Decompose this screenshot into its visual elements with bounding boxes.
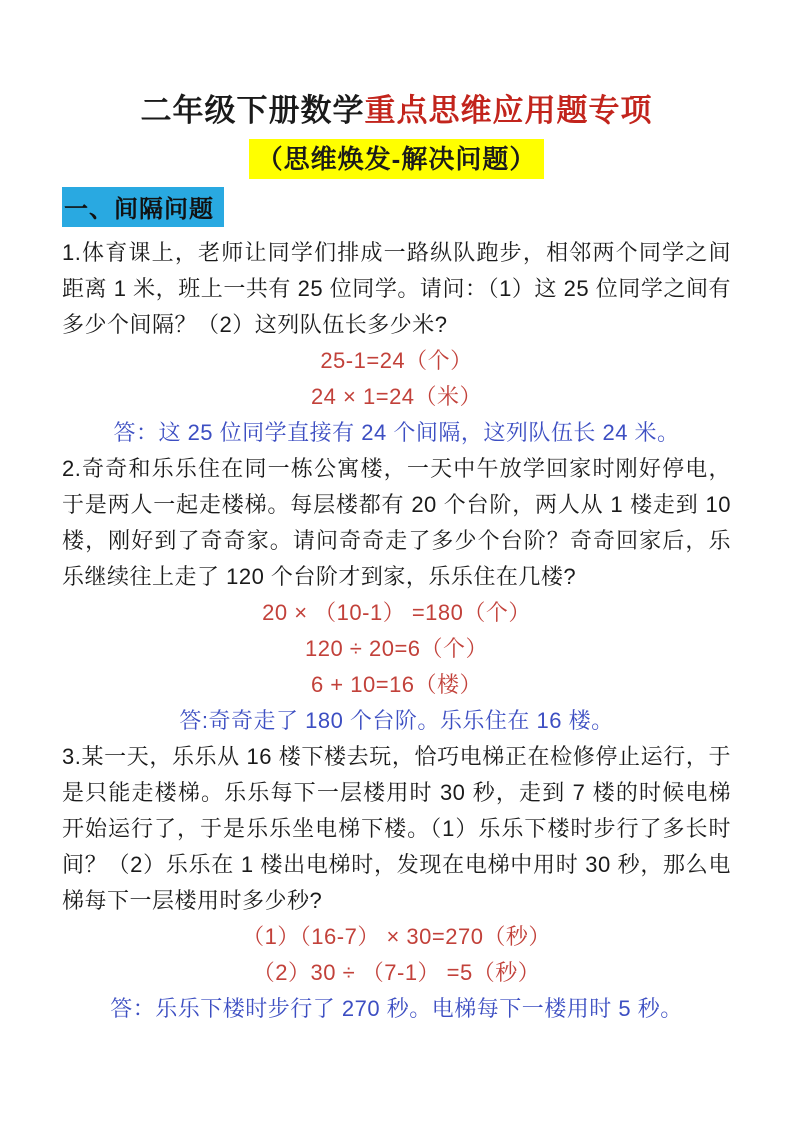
- problem-3-equation-2: （2）30 ÷ （7-1） =5（秒）: [252, 960, 541, 985]
- page-subtitle: （思维焕发-解决问题）: [249, 139, 545, 179]
- problem-2-text: 2.奇奇和乐乐住在同一栋公寓楼，一天中午放学回家时刚好停电，于是两人一起走楼梯。每层楼都有 20 个台阶，两人从 1 楼走到 10 楼，刚好到了奇奇家。请问奇奇走了多少个台阶？奇奇回家后，乐乐继续往上走了 120 个台阶才到家，乐乐住在几楼?: [62, 456, 731, 589]
- problem-1-equation-1: 25-1=24（个）: [320, 348, 473, 373]
- problem-2-equation-3: 6 + 10=16（楼）: [310, 672, 483, 697]
- problem-2-equation-2: 120 ÷ 20=6（个）: [304, 636, 489, 661]
- subtitle-row: [62, 139, 731, 183]
- page-title-red-part: 重点思维应用题专项: [364, 93, 653, 128]
- problem-3-answer: 答：乐乐下楼时步行了 270 秒。电梯每下一楼用时 5 秒。: [110, 996, 683, 1021]
- problem-3-text: 3.某一天，乐乐从 16 楼下楼去玩，恰巧电梯正在检修停止运行，于是只能走楼梯。乐乐每下一层楼用时 30 秒，走到 7 楼的时候电梯开始运行了，于是乐乐坐电梯下楼。（1）乐乐下楼时步行了多长时间？（2）乐乐在 1 楼出电梯时，发现在电梯中用时 30 秒，那么电梯每下一层楼用时多少秒?: [62, 744, 731, 913]
- worksheet-content: [62, 235, 731, 1027]
- problem-3-equation-1: （1）（16-7） × 30=270（秒）: [242, 924, 551, 949]
- page-title: [62, 90, 731, 132]
- page-title-black-part: 二年级下册数学: [140, 93, 365, 128]
- section-heading-interval-problems: 一、间隔问题: [62, 187, 224, 227]
- problem-1: [62, 235, 731, 451]
- problem-1-answer: 答：这 25 位同学直接有 24 个间隔，这列队伍长 24 米。: [113, 420, 680, 445]
- problem-1-equation-2: 24 × 1=24（米）: [310, 384, 483, 409]
- problem-2-answer: 答:奇奇走了 180 个台阶。乐乐住在 16 楼。: [179, 708, 614, 733]
- problem-2-equation-1: 20 × （10-1） =180（个）: [262, 600, 531, 625]
- problem-3: [62, 739, 731, 1027]
- problem-2: [62, 451, 731, 739]
- problem-1-text: 1.体育课上，老师让同学们排成一路纵队跑步，相邻两个同学之间距离 1 米，班上一共有 25 位同学。请问：（1）这 25 位同学之间有多少个间隔？（2）这列队伍长多少米?: [62, 240, 731, 337]
